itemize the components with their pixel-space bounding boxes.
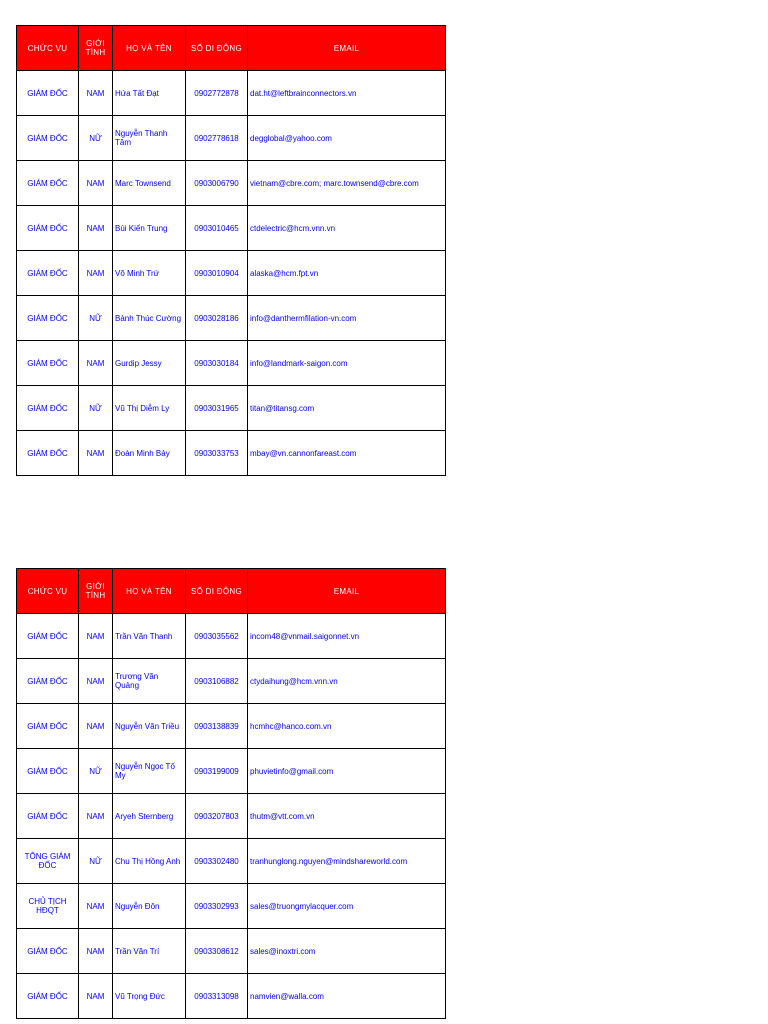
cell-phone: 0903031965 xyxy=(186,386,248,431)
cell-gender: NAM xyxy=(79,929,113,974)
cell-title: GIÁM ĐỐC xyxy=(17,386,79,431)
cell-email: ctdelectric@hcm.vnn.vn xyxy=(248,206,446,251)
cell-email: vietnam@cbre.com; marc.townsend@cbre.com xyxy=(248,161,446,206)
table-row xyxy=(17,296,446,341)
cell-gender: NỮ xyxy=(79,296,113,341)
cell-email: phuvietinfo@gmail.com xyxy=(248,749,446,794)
cell-email: degglobal@yahoo.com xyxy=(248,116,446,161)
contact-table-1 xyxy=(16,25,446,476)
cell-title: GIÁM ĐỐC xyxy=(17,704,79,749)
cell-gender: NAM xyxy=(79,251,113,296)
cell-email: incom48@vnmail.saigonnet.vn xyxy=(248,614,446,659)
cell-email: info@danthermfilation-vn.com xyxy=(248,296,446,341)
table-row xyxy=(17,884,446,929)
table-row xyxy=(17,839,446,884)
cell-title: TỔNG GIÁM ĐỐC xyxy=(17,839,79,884)
cell-email: titan@titansg.com xyxy=(248,386,446,431)
cell-gender: NAM xyxy=(79,704,113,749)
cell-phone: 0903207803 xyxy=(186,794,248,839)
cell-title: GIÁM ĐỐC xyxy=(17,929,79,974)
cell-phone: 0903035562 xyxy=(186,614,248,659)
header-email: EMAIL xyxy=(248,26,446,71)
cell-title: GIÁM ĐỐC xyxy=(17,749,79,794)
cell-gender: NAM xyxy=(79,794,113,839)
cell-title: GIÁM ĐỐC xyxy=(17,794,79,839)
header-gender: GIỚI TÍNH xyxy=(79,26,113,71)
cell-name: Trần Văn Thanh xyxy=(113,614,186,659)
cell-phone: 0903308612 xyxy=(186,929,248,974)
cell-phone: 0903006790 xyxy=(186,161,248,206)
cell-name: Nguyễn Văn Triều xyxy=(113,704,186,749)
cell-title: GIÁM ĐỐC xyxy=(17,431,79,476)
cell-title: GIÁM ĐỐC xyxy=(17,116,79,161)
cell-name: Trần Văn Trí xyxy=(113,929,186,974)
cell-gender: NAM xyxy=(79,71,113,116)
table-row xyxy=(17,614,446,659)
cell-phone: 0903302480 xyxy=(186,839,248,884)
contact-table-2 xyxy=(16,568,446,1019)
cell-email: sales@truongmylacquer.com xyxy=(248,884,446,929)
cell-phone: 0902778618 xyxy=(186,116,248,161)
header-phone: SỐ DI ĐỘNG xyxy=(186,569,248,614)
cell-name: Trương Văn Quảng xyxy=(113,659,186,704)
cell-name: Chu Thị Hồng Anh xyxy=(113,839,186,884)
cell-email: thutm@vtt.com.vn xyxy=(248,794,446,839)
cell-phone: 0902772878 xyxy=(186,71,248,116)
cell-email: alaska@hcm.fpt.vn xyxy=(248,251,446,296)
cell-title: GIÁM ĐỐC xyxy=(17,296,79,341)
cell-title: GIÁM ĐỐC xyxy=(17,206,79,251)
cell-email: dat.ht@leftbrainconnectors.vn xyxy=(248,71,446,116)
cell-title: CHỦ TỊCH HĐQT xyxy=(17,884,79,929)
cell-gender: NỮ xyxy=(79,749,113,794)
table-row xyxy=(17,116,446,161)
table-row xyxy=(17,386,446,431)
table-row xyxy=(17,659,446,704)
cell-email: sales@inoxtri.com xyxy=(248,929,446,974)
cell-gender: NAM xyxy=(79,431,113,476)
header-name: HỌ VÀ TÊN xyxy=(113,569,186,614)
table-row xyxy=(17,161,446,206)
table-row xyxy=(17,749,446,794)
cell-name: Vũ Trọng Đức xyxy=(113,974,186,1019)
cell-name: Nguyễn Thanh Tâm xyxy=(113,116,186,161)
cell-gender: NỮ xyxy=(79,116,113,161)
cell-phone: 0903033753 xyxy=(186,431,248,476)
table-row xyxy=(17,251,446,296)
table-row xyxy=(17,206,446,251)
cell-phone: 0903138839 xyxy=(186,704,248,749)
cell-name: Bùi Kiến Trung xyxy=(113,206,186,251)
table-body-2 xyxy=(17,614,446,1019)
table-row xyxy=(17,341,446,386)
cell-gender: NAM xyxy=(79,659,113,704)
table-row xyxy=(17,794,446,839)
table-row xyxy=(17,974,446,1019)
cell-email: mbay@vn.cannonfareast.com xyxy=(248,431,446,476)
header-email: EMAIL xyxy=(248,569,446,614)
cell-phone: 0903313098 xyxy=(186,974,248,1019)
cell-title: GIÁM ĐỐC xyxy=(17,251,79,296)
table-header-row xyxy=(17,569,446,614)
cell-phone: 0903010904 xyxy=(186,251,248,296)
cell-gender: NAM xyxy=(79,341,113,386)
cell-name: Aryeh Sternberg xyxy=(113,794,186,839)
cell-name: Võ Minh Trứ xyxy=(113,251,186,296)
table-body-1 xyxy=(17,71,446,476)
cell-email: ctydaihung@hcm.vnn.vn xyxy=(248,659,446,704)
cell-phone: 0903302993 xyxy=(186,884,248,929)
cell-name: Bành Thúc Cường xyxy=(113,296,186,341)
header-phone: SỐ DI ĐỘNG xyxy=(186,26,248,71)
header-name: HỌ VÀ TÊN xyxy=(113,26,186,71)
cell-name: Đoàn Minh Bảy xyxy=(113,431,186,476)
cell-gender: NAM xyxy=(79,974,113,1019)
cell-name: Gurdip Jessy xyxy=(113,341,186,386)
cell-gender: NAM xyxy=(79,161,113,206)
cell-name: Hứa Tất Đạt xyxy=(113,71,186,116)
cell-email: hcmhc@hanco.com.vn xyxy=(248,704,446,749)
cell-gender: NAM xyxy=(79,206,113,251)
header-title: CHỨC VỤ xyxy=(17,26,79,71)
cell-phone: 0903030184 xyxy=(186,341,248,386)
cell-phone: 0903010465 xyxy=(186,206,248,251)
cell-email: tranhunglong.nguyen@mindshareworld.com xyxy=(248,839,446,884)
cell-name: Nguyễn Đôn xyxy=(113,884,186,929)
table-row xyxy=(17,71,446,116)
cell-title: GIÁM ĐỐC xyxy=(17,161,79,206)
cell-email: namvien@walla.com xyxy=(248,974,446,1019)
cell-gender: NỮ xyxy=(79,386,113,431)
cell-title: GIÁM ĐỐC xyxy=(17,974,79,1019)
cell-phone: 0903106882 xyxy=(186,659,248,704)
cell-phone: 0903199009 xyxy=(186,749,248,794)
cell-name: Vũ Thị Diễm Ly xyxy=(113,386,186,431)
cell-gender: NAM xyxy=(79,614,113,659)
table-row xyxy=(17,704,446,749)
cell-name: Nguyễn Ngọc Tố My xyxy=(113,749,186,794)
cell-title: GIÁM ĐỐC xyxy=(17,341,79,386)
table-header-row xyxy=(17,26,446,71)
cell-title: GIÁM ĐỐC xyxy=(17,614,79,659)
table-row xyxy=(17,929,446,974)
cell-title: GIÁM ĐỐC xyxy=(17,71,79,116)
cell-email: info@landmark-saigon.com xyxy=(248,341,446,386)
cell-phone: 0903028186 xyxy=(186,296,248,341)
header-gender: GIỚI TÍNH xyxy=(79,569,113,614)
cell-gender: NỮ xyxy=(79,839,113,884)
table-row xyxy=(17,431,446,476)
cell-gender: NAM xyxy=(79,884,113,929)
header-title: CHỨC VỤ xyxy=(17,569,79,614)
cell-title: GIÁM ĐỐC xyxy=(17,659,79,704)
cell-name: Marc Townsend xyxy=(113,161,186,206)
